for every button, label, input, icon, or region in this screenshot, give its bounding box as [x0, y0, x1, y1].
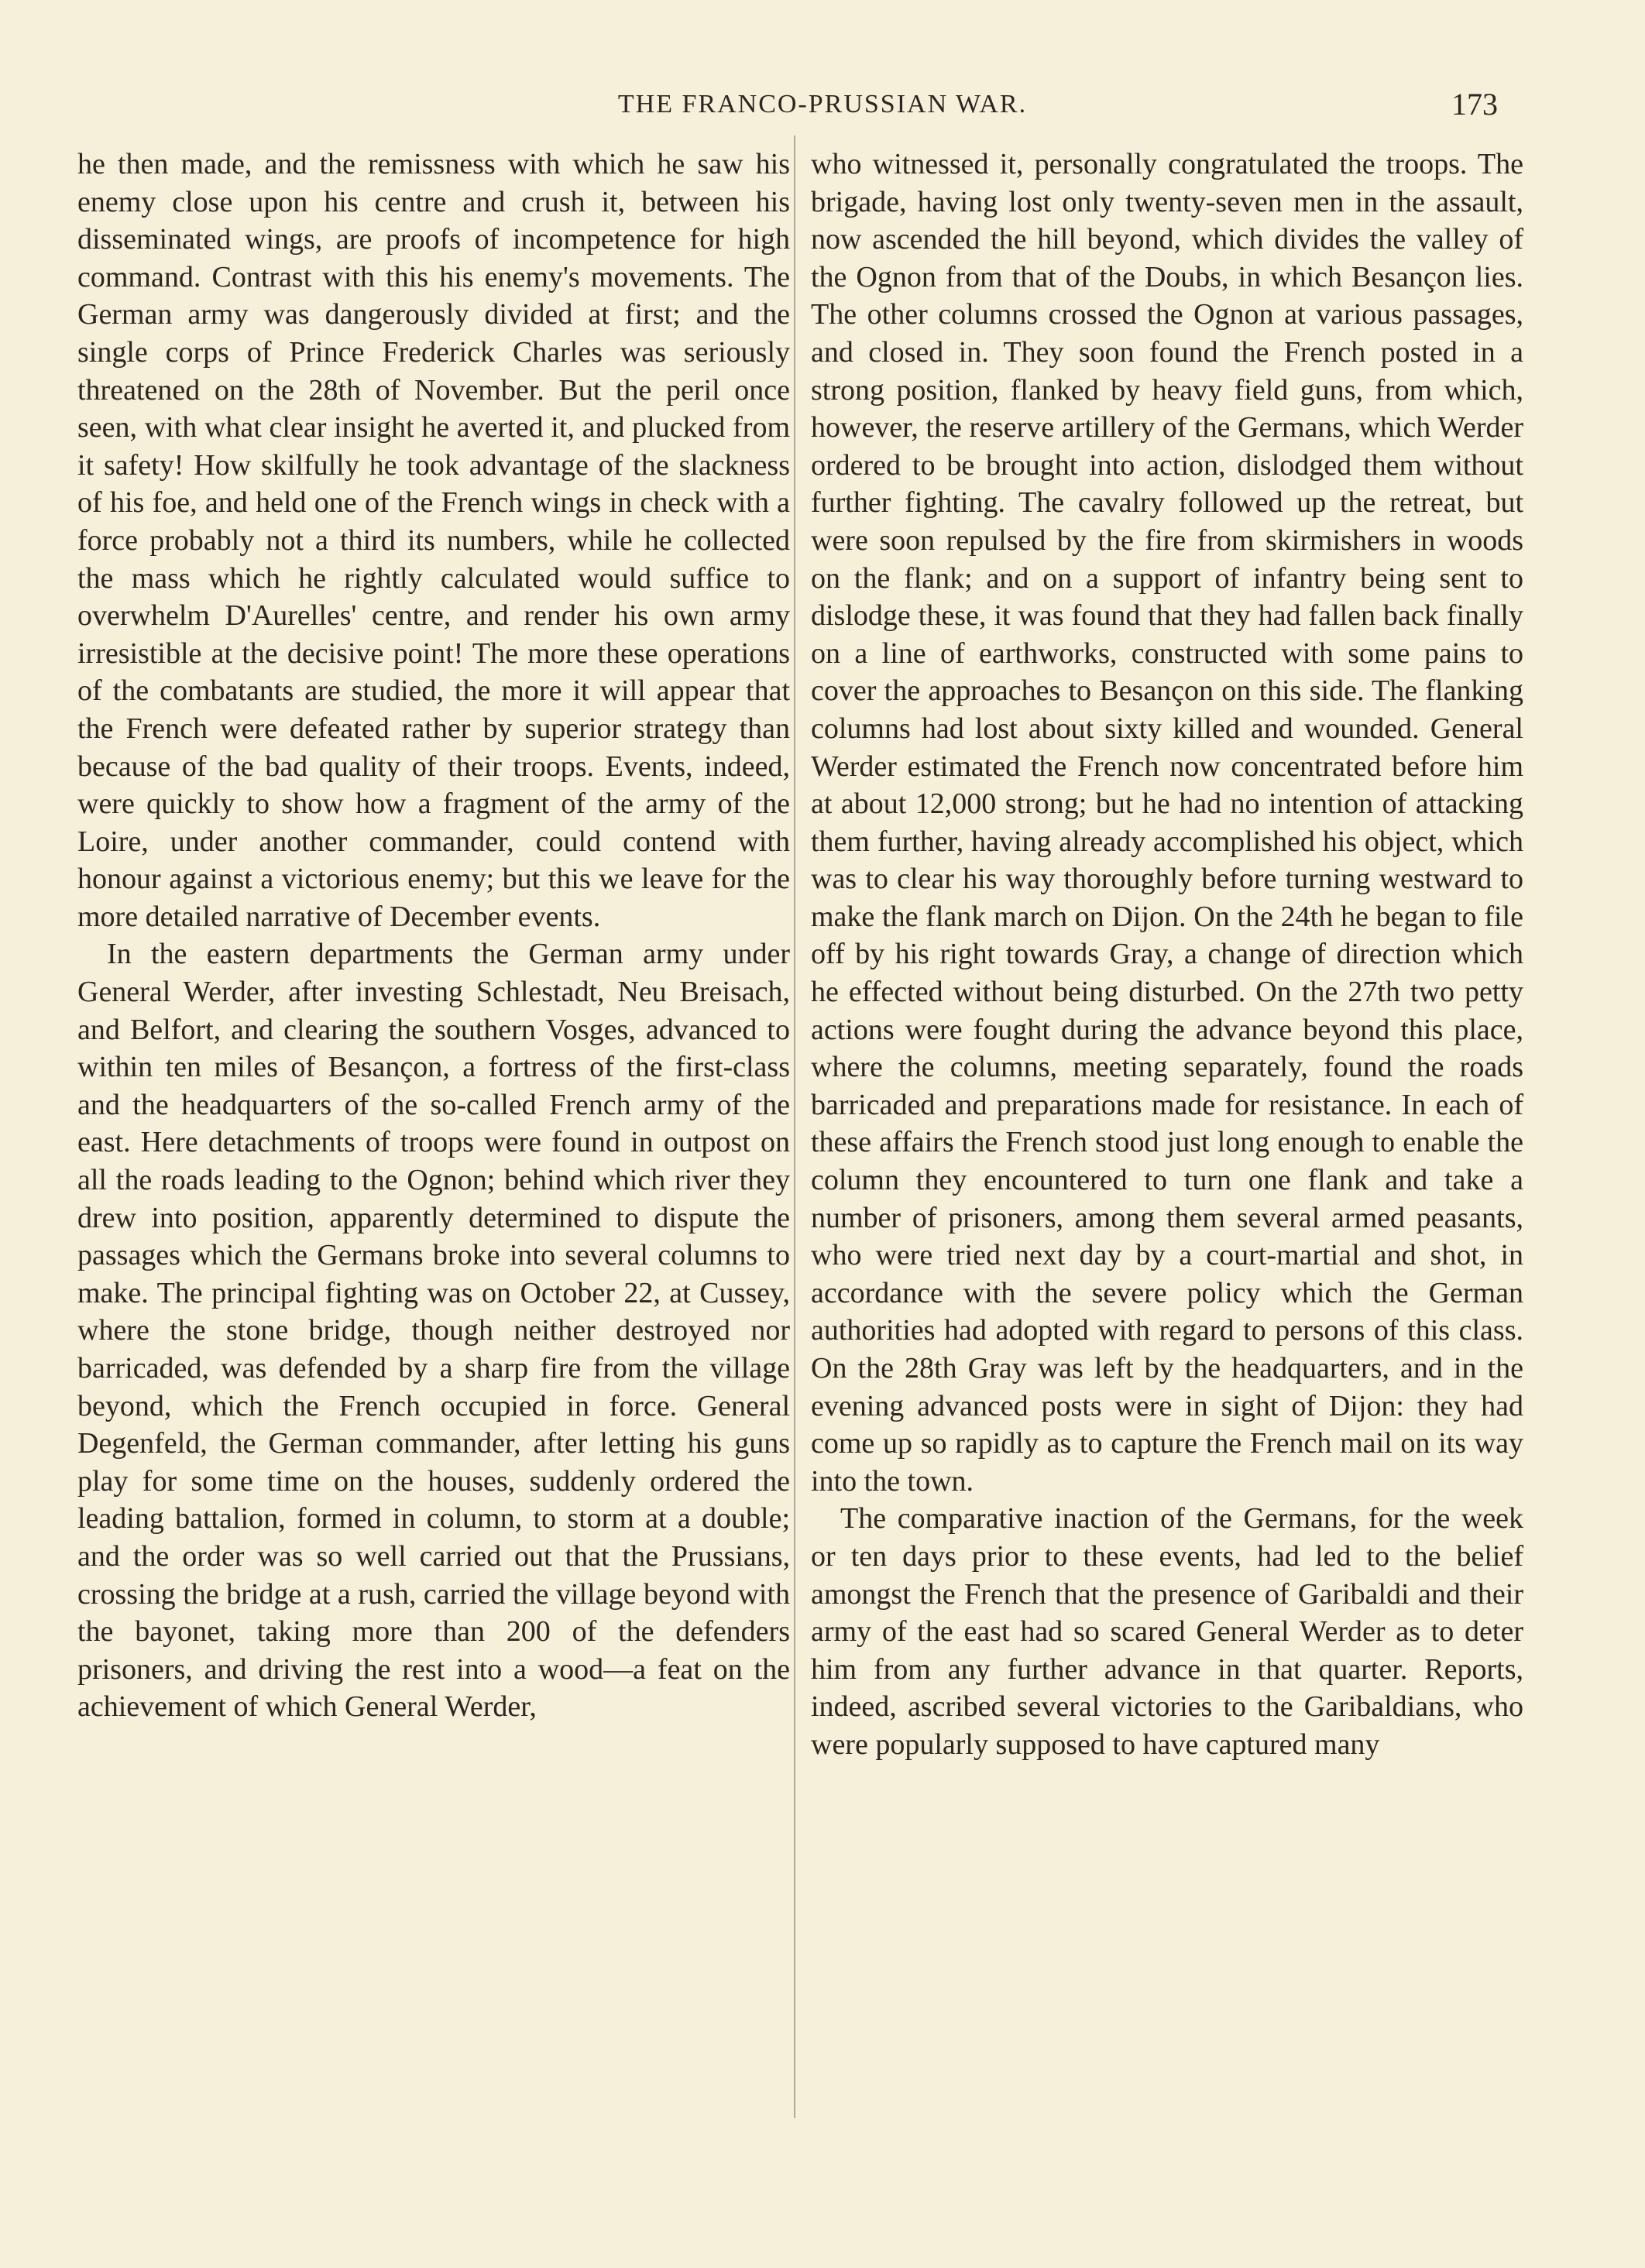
right-column	[811, 146, 1523, 1764]
left-column	[77, 146, 790, 1726]
left-paragraph-1: he then made, and the remissness with which he saw his enemy close upon his centre and crush it, between his disseminated wings, are proofs of incompetence for high command. Contrast with this his enemy's movements. The German army was dangerously divided at first; and the single corps of Prince Frederick Charles was seriously threatened on the 28th of November. But the peril once seen, with what clear insight he averted it, and plucked from it safety! How skilfully he took advantage of the slackness of his foe, and held one of the French wings in check with a force probably not a third its numbers, while he collected the mass which he rightly calculated would suffice to overwhelm D'Aurelles' centre, and render his own army irresistible at the decisive point! The more these operations of the combatants are studied, the more it will appear that the French were defeated rather by superior strategy than because of the bad quality of their troops. Events, indeed, were quickly to show how a fragment of the army of the Loire, under another commander, could contend with honour against a victorious enemy; but this we leave for the more detailed narrative of December events.	[77, 148, 790, 933]
running-head	[0, 85, 1645, 132]
right-paragraph-1: who witnessed it, personally congratulated the troops. The brigade, having lost only twenty-seven men in the assault, now ascended the hill beyond, which divides the valley of the Ognon from that of the Doubs, in which Besançon lies. The other columns crossed the Ognon at various passages, and closed in. They soon found the French posted in a strong position, flanked by heavy field guns, from which, however, the reserve artillery of the Germans, which Werder ordered to be brought into action, dislodged them without further fighting. The cavalry followed up the retreat, but were soon repulsed by the fire from skirmishers in woods on the flank; and on a support of infantry being sent to dislodge these, it was found that they had fallen back finally on a line of earthworks, constructed with some pains to cover the approaches to Besançon on this side. The flanking columns had lost about sixty killed and wounded. General Werder estimated the French now concentrated before him at about 12,000 strong; but he had no intention of attacking them further, having already accomplished his object, which was to clear his way thoroughly before turning westward to make the flank march on Dijon. On the 24th he began to file off by his right towards Gray, a change of direction which he effected without being disturbed. On the 27th two petty actions were fought during the advance beyond this place, where the columns, meeting separately, found the roads barricaded and preparations made for resistance. In each of these affairs the French stood just long enough to enable the column they encountered to turn one flank and take a number of prisoners, among them several armed peasants, who were tried next day by a court-martial and shot, in accordance with the severe policy which the German authorities had adopted with regard to persons of this class. On the 28th Gray was left by the headquarters, and in the evening advanced posts were in sight of Dijon: they had come up so rapidly as to capture the French mail on its way into the town.	[811, 148, 1523, 1498]
left-paragraph-2: In the eastern departments the German army under General Werder, after investing Schlestadt, Neu Breisach, and Belfort, and clearing the southern Vosges, advanced to within ten miles of Besançon, a fortress of the first-class and the headquarters of the so-called French army of the east. Here detachments of troops were found in outpost on all the roads leading to the Ognon; behind which river they drew into position, apparently determined to dispute the passages which the Germans broke into several columns to make. The principal fighting was on October 22, at Cussey, where the stone bridge, though neither destroyed nor barricaded, was defended by a sharp fire from the village beyond, which the French occupied in force. General Degenfeld, the German commander, after letting his guns play for some time on the houses, suddenly ordered the leading battalion, formed in column, to storm at a double; and the order was so well carried out that the Prussians, crossing the bridge at a rush, carried the village beyond with the bayonet, taking more than 200 of the defenders prisoners, and driving the rest into a wood—a feat on the achievement of which General Werder,	[77, 938, 790, 1724]
page-number: 173	[1451, 87, 1498, 122]
column-divider	[794, 136, 795, 2118]
right-paragraph-2: The comparative inaction of the Germans, for the week or ten days prior to these events, had led to the belief amongst the French that the presence of Garibaldi and their army of the east had so scared General Werder as to deter him from any further advance in that quarter. Reports, indeed, ascribed several victories to the Garibaldians, who were popularly supposed to have captured many	[811, 1502, 1523, 1761]
running-title: THE FRANCO-PRUSSIAN WAR.	[617, 90, 1028, 118]
